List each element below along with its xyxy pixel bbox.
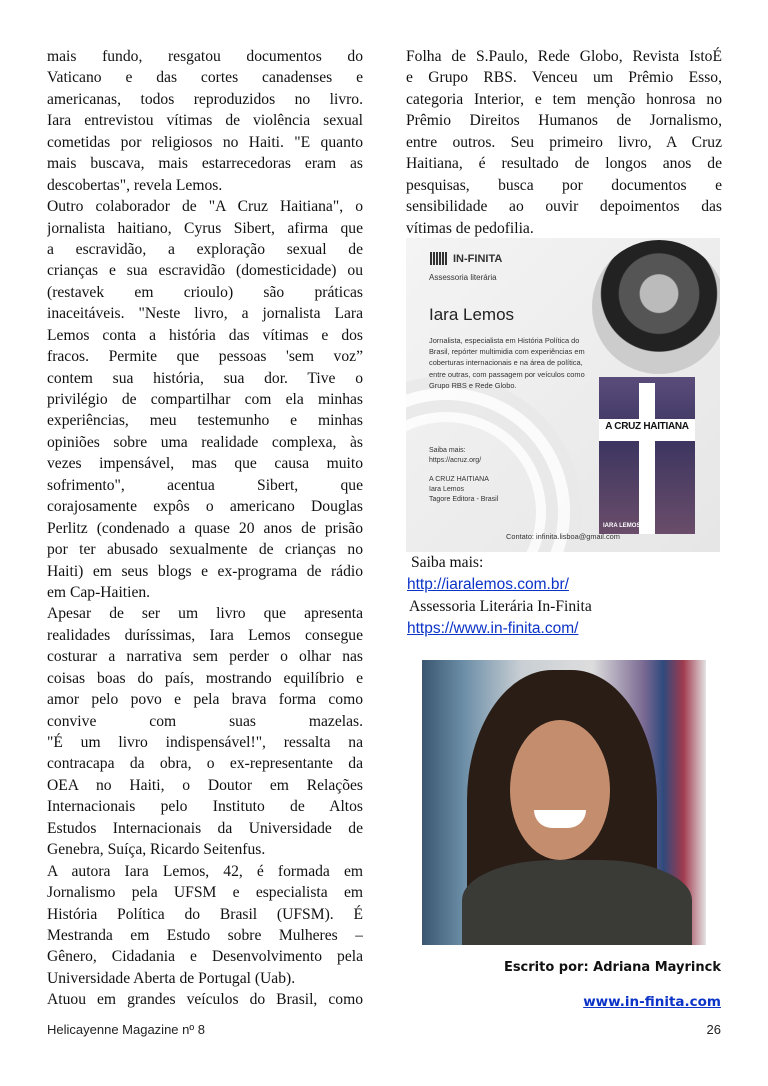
text-line: em Cap-Haitien. <box>47 583 151 601</box>
book-info <box>429 475 498 505</box>
text-line: crianças e sua escravidão (domesticidade) ou <box>47 262 363 280</box>
text-line: mais fundo, resgatou documentos do <box>47 48 363 65</box>
author-bio: Jornalista, especialista em História Política do Brasil, repórter multimidia com experiências em coberturas internacionais e na área de política, entre outras, com passagem por veículos como Grupo RBS e Rede Globo. <box>429 336 585 390</box>
cross-graphic <box>639 383 655 534</box>
text-line: Mestranda em Estudo sobre Mulheres – <box>47 926 363 944</box>
more-url: https://acruz.org/ <box>429 457 482 464</box>
text-line: convive com suas mazelas. <box>47 712 363 730</box>
text-line: (restavek em crioulo) são práticas <box>47 283 363 301</box>
text-line: descobertas", revela Lemos. <box>47 176 223 194</box>
text-line: pesquisas, busca por documentos e <box>406 176 722 194</box>
book-author: Iara Lemos <box>429 486 465 493</box>
text-line: Genebra, Suíça, Ricardo Seitenfus. <box>47 841 266 859</box>
text-line: Internacionais pelo Instituto de Altos <box>47 798 363 816</box>
text-line: fracos. Permite que pessoas 'sem voz” <box>47 348 363 366</box>
brand-name: IN-FINITA <box>453 252 503 265</box>
text-line: amor pelo povo e pela brava forma como <box>47 691 363 709</box>
agency-site-link[interactable]: https://www.in-finita.com/ <box>407 620 579 637</box>
text-line: e Grupo RBS. Venceu um Prêmio Esso, <box>406 69 722 87</box>
text-line: Vaticano e das cortes canadenses e <box>47 69 363 87</box>
text-line: coisas boas do país, mostrando equilíbrio e <box>47 669 363 687</box>
site-link[interactable]: www.in-finita.com <box>583 994 721 1010</box>
text-line: costurar a narrativa sem perder o olhar nas <box>47 648 363 666</box>
text-line: Gênero, Cidadania e Desenvolvimento pela <box>47 948 363 966</box>
contact-email: Contato: infinita.lisboa@gmail.com <box>506 532 620 541</box>
text-line: Haiti) em seus blogs e ex-programa de rádio <box>47 562 363 580</box>
text-line: inaceitáveis. "Neste livro, a jornalista Lara <box>47 305 363 323</box>
more-info <box>429 446 481 466</box>
brand-logo <box>430 252 502 265</box>
right-column-text <box>406 46 722 239</box>
book-title: A CRUZ HAITIANA <box>429 476 489 483</box>
text-line: Iara entrevistou vítimas de violência sexual <box>47 112 363 130</box>
saiba-mais-label: Saiba mais: <box>411 554 484 571</box>
text-line: Outro colaborador de "A Cruz Haitiana", o <box>47 198 363 216</box>
footer-magazine: Helicayenne Magazine nº 8 <box>47 1022 205 1037</box>
text-line: Perlitz (condenado a quase 20 anos de prisão <box>47 519 363 537</box>
brand-subtitle: Assessoria literária <box>429 273 497 282</box>
text-line: "É um livro indispensável!", ressalta na <box>47 734 363 751</box>
text-line: Haitiana, é resultado de longos anos de <box>406 155 722 173</box>
text-line: Folha de S.Paulo, Rede Globo, Revista IstoÉ <box>406 48 722 65</box>
cover-author: IARA LEMOS <box>603 523 641 529</box>
photo-face <box>510 720 610 860</box>
more-label: Saiba mais: <box>429 447 466 454</box>
author-credit: Escrito por: Adriana Mayrinck <box>503 960 721 975</box>
author-name: Iara Lemos <box>429 305 515 324</box>
text-line: experiências, meu testemunho e minhas <box>47 412 363 430</box>
text-line: vezes impensável, mas que causa muito <box>47 455 363 473</box>
page-number: 26 <box>706 1022 721 1037</box>
book-cover <box>599 377 695 534</box>
text-line: contracapa da obra, o ex-representante da <box>47 755 363 773</box>
author-site-link[interactable]: http://iaralemos.com.br/ <box>407 576 569 593</box>
text-line: Jornalismo pela UFSM e especialista em <box>47 884 363 902</box>
text-line: mais buscava, mais estarrecedoras eram as <box>47 155 363 173</box>
text-line: entre outros. Seu primeiro livro, A Cruz <box>406 133 722 151</box>
agency-label: Assessoria Literária In-Finita <box>409 598 592 615</box>
text-line: História Política do Brasil (UFSM). É <box>47 905 363 923</box>
text-line: Atuou em grandes veículos do Brasil, como <box>47 991 363 1009</box>
text-line: vítimas de pedofilia. <box>406 219 534 237</box>
text-line: sofrimento", acentua Sibert, que <box>47 476 363 494</box>
left-column-text <box>47 46 363 1011</box>
text-line: Universidade Aberta de Portugal (Uab). <box>47 969 296 987</box>
text-line: a escravidão, a exploração sexual de <box>47 240 363 258</box>
text-line: realidades duríssimas, Iara Lemos consegue <box>47 626 363 644</box>
text-line: privilégio de compartilhar com ela minhas <box>47 391 363 408</box>
photo-body <box>462 860 692 945</box>
text-line: por ter abusado sexualmente de crianças no <box>47 541 363 559</box>
author-photo <box>422 660 706 945</box>
text-line: contem sua história, sua dor. Tive o <box>47 369 363 387</box>
text-line: cometidas por religiosos no Haiti. "E quanto <box>47 133 363 151</box>
text-line: jornalista haitiano, Cyrus Sibert, afirma que <box>47 219 363 237</box>
text-line: corajosamente expôs o americano Douglas <box>47 498 363 516</box>
text-line: Apesar de ser um livro que apresenta <box>47 605 363 623</box>
author-portrait <box>592 240 720 374</box>
fingerprint-icon <box>430 252 447 265</box>
cover-title: A CRUZ HAITIANA <box>605 421 689 432</box>
text-line: Lemos conta a história das vítimas e dos <box>47 326 363 344</box>
text-line: OEA no Haiti, o Doutor em Relações <box>47 776 363 794</box>
text-line: categoria Interior, e tem menção honrosa no <box>406 90 722 108</box>
text-line: Prêmio Direitos Humanos de Jornalismo, <box>406 112 722 130</box>
text-line: americanas, todos reproduzidos no livro. <box>47 90 363 108</box>
text-line: opiniões sobre uma realidade complexa, às <box>47 433 363 451</box>
text-line: Estudos Internacionais da Universidade de <box>47 819 363 837</box>
text-line: sensibilidade ao ouvir depoimentos das <box>406 198 722 216</box>
author-promo-image <box>406 238 720 552</box>
book-publisher: Tagore Editora - Brasil <box>429 496 499 503</box>
text-line: A autora Iara Lemos, 42, é formada em <box>47 862 363 880</box>
